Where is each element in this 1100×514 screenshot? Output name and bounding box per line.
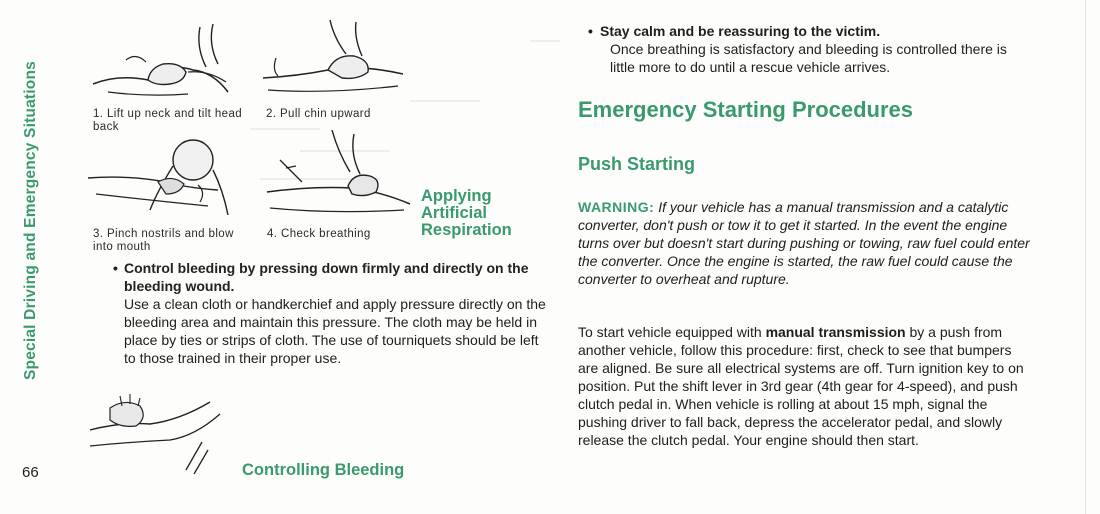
sub-heading: Push Starting bbox=[578, 154, 696, 174]
respiration-heading-line-1: Applying bbox=[421, 187, 492, 205]
caption-step-3: 3. Pinch nostrils and blow into mouth bbox=[93, 228, 234, 253]
figure-lift-neck bbox=[88, 22, 248, 112]
caption-step-1: 1. Lift up neck and tilt head back bbox=[93, 108, 243, 133]
figure-pull-chin bbox=[258, 18, 408, 108]
warning-label: WARNING: bbox=[578, 199, 655, 215]
bullet-dot: • bbox=[588, 23, 593, 39]
sidebar-section-title: Special Driving and Emergency Situations bbox=[22, 61, 39, 380]
procedure-paragraph bbox=[578, 323, 1033, 449]
page-number: 66 bbox=[22, 464, 39, 481]
respiration-heading-line-2: Artificial bbox=[421, 204, 488, 222]
caption-step-4: 4. Check breathing bbox=[267, 228, 371, 240]
bleeding-caption: Controlling Bleeding bbox=[242, 461, 405, 479]
section-heading: Emergency Starting Procedures bbox=[578, 97, 914, 122]
bullet-dot: • bbox=[113, 260, 118, 276]
respiration-heading-line-3: Respiration bbox=[421, 221, 512, 239]
figure-pinch-nostrils bbox=[88, 130, 248, 225]
calm-bullet bbox=[578, 22, 1033, 76]
calm-bullet-heading: Stay calm and be reassuring to the victim. bbox=[600, 23, 881, 39]
procedure-intro: To start vehicle equipped with bbox=[578, 324, 766, 340]
bleeding-bullet bbox=[113, 259, 553, 367]
calm-bullet-body: Once breathing is satisfactory and bleeding is controlled there is little more to do until a rescue vehicle arrives. bbox=[610, 41, 1007, 75]
figure-controlling-bleeding bbox=[90, 390, 250, 490]
procedure-rest: by a push from another vehicle, follow this procedure: first, check to see that bumpers are aligned. Be sure all electrical systems are off. Turn ignition key to on position. Put the shift lever in 3rd gear (4th gear for 4-speed), and push clutch pedal in. When vehicle is rolling at about 15 mph, signal the pushing driver to fall back, depress the accelerator pedal, and slowly release the clutch pedal. Your engine should then start. bbox=[578, 324, 1024, 448]
figure-check-breathing bbox=[262, 130, 412, 225]
bleeding-bullet-heading: Control bleeding by pressing down firmly and directly on the bleeding wound. bbox=[124, 260, 529, 294]
page-edge bbox=[1085, 0, 1086, 514]
bleeding-bullet-body: Use a clean cloth or handkerchief and apply pressure directly on the bleeding area and maintain this pressure. The cloth may be held in place by ties or strips of cloth. The use of tourniquets should be left to those trained in their proper use. bbox=[124, 296, 546, 366]
warning-text: If your vehicle has a manual transmission and a catalytic converter, don't push or tow it to get it started. In the event the engine turns over but doesn't start during pushing or towing, raw fuel could enter the converter. Once the engine is started, the raw fuel could cause the converter to overheat and rupture. bbox=[578, 199, 1030, 287]
procedure-bold: manual transmission bbox=[765, 324, 906, 340]
caption-step-2: 2. Pull chin upward bbox=[266, 108, 371, 120]
warning-paragraph bbox=[578, 198, 1033, 288]
respiration-heading bbox=[421, 188, 512, 239]
